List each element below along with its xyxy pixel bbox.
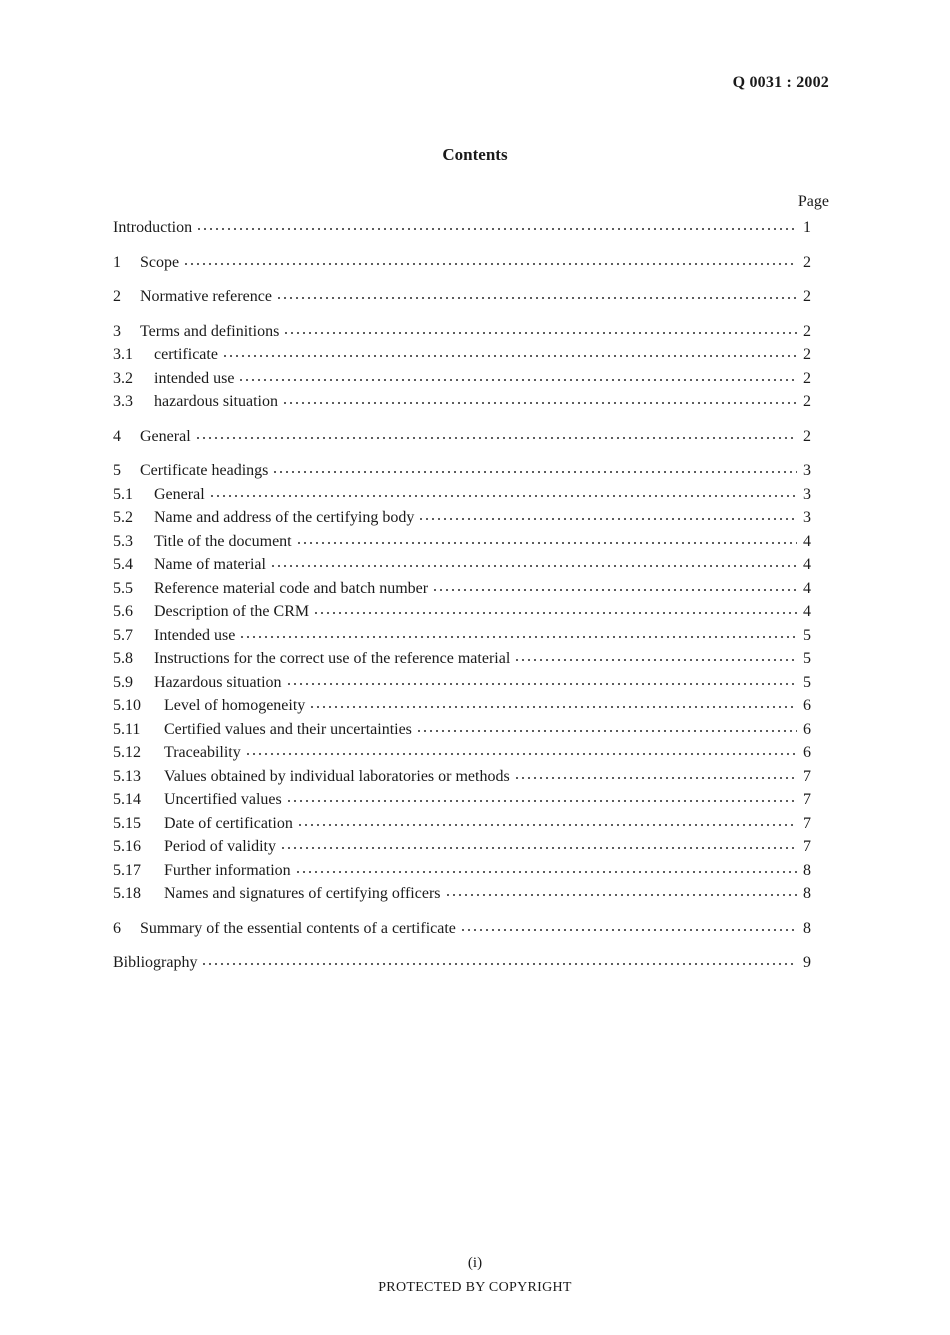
toc-entry-page: 3 <box>803 509 811 526</box>
toc-entry-page: 5 <box>803 650 811 667</box>
toc-entry-5-7[interactable] <box>113 627 811 651</box>
toc-entry-page: 6 <box>803 697 811 714</box>
toc-entry-number: 5.11 <box>113 720 141 738</box>
toc-entry-number: 5.6 <box>113 603 133 620</box>
toc-entry-number: 3.2 <box>113 369 133 387</box>
contents-title: Contents <box>442 145 508 164</box>
dot-leader <box>514 651 797 663</box>
toc-entry-page: 2 <box>803 322 811 340</box>
dot-leader <box>296 534 797 546</box>
toc-entry-page: 1 <box>803 219 811 236</box>
toc-entry-page: 6 <box>803 720 811 738</box>
dot-leader <box>309 698 797 710</box>
dot-leader <box>416 722 797 734</box>
toc-entry-5-11[interactable] <box>113 721 811 745</box>
toc-entry-number: 3.1 <box>113 346 133 363</box>
toc-entry-title: Reference material code and batch number <box>154 579 429 597</box>
toc-entry-number: 5.7 <box>113 626 133 644</box>
toc-entry-5-3[interactable] <box>113 533 811 557</box>
toc-entry-5-15[interactable] <box>113 815 811 839</box>
toc-entry-5-4[interactable] <box>113 556 811 580</box>
dot-leader <box>239 628 797 640</box>
toc-entry-page: 9 <box>803 954 811 971</box>
toc-entry-number: 5.14 <box>113 791 141 808</box>
toc-entry-general[interactable] <box>113 428 811 452</box>
toc-entry-title: Certificate headings <box>140 462 269 479</box>
toc-entry-5-10[interactable] <box>113 697 811 721</box>
toc-entry-page: 4 <box>803 556 811 573</box>
toc-entry-number: 5.1 <box>113 485 133 503</box>
toc-entry-page: 4 <box>803 603 811 620</box>
toc-entry-scope[interactable] <box>113 254 811 278</box>
table-of-contents <box>113 219 811 978</box>
toc-entry-number: 3 <box>113 322 121 340</box>
toc-entry-5-16[interactable] <box>113 838 811 862</box>
toc-entry-title: Name and address of the certifying body <box>154 509 415 526</box>
toc-entry-number: 3.3 <box>113 393 133 410</box>
dot-leader <box>245 745 797 757</box>
toc-entry-title: Values obtained by individual laboratories or methods <box>164 767 510 785</box>
dot-leader <box>418 510 797 522</box>
toc-entry-number: 5 <box>113 462 121 479</box>
toc-entry-introduction[interactable] <box>113 219 811 243</box>
toc-entry-title: Level of homogeneity <box>164 697 306 714</box>
toc-entry-certificate-headings[interactable] <box>113 462 811 486</box>
toc-entry-title: Terms and definitions <box>140 322 280 340</box>
toc-entry-page: 7 <box>803 838 811 855</box>
toc-entry-title: Title of the document <box>154 532 292 550</box>
dot-leader <box>280 839 797 851</box>
toc-entry-page: 7 <box>803 767 811 785</box>
dot-leader <box>282 394 797 406</box>
dot-leader <box>286 675 797 687</box>
document-id: Q 0031 : 2002 <box>732 74 829 91</box>
toc-entry-page: 5 <box>803 673 811 691</box>
toc-entry-page: 3 <box>803 485 811 503</box>
dot-leader <box>195 429 797 441</box>
toc-entry-page: 4 <box>803 532 811 550</box>
toc-entry-number: 4 <box>113 427 121 445</box>
toc-entry-number: 5.4 <box>113 556 133 573</box>
toc-entry-5-5[interactable] <box>113 580 811 604</box>
toc-entry-title: Summary of the essential contents of a certificate <box>140 919 456 937</box>
toc-entry-number: 5.2 <box>113 509 133 526</box>
toc-entry-title: Certified values and their uncertainties <box>164 720 412 738</box>
dot-leader <box>460 921 797 933</box>
copyright-notice: PROTECTED BY COPYRIGHT <box>378 1280 572 1295</box>
toc-entry-title: Names and signatures of certifying officers <box>164 885 441 902</box>
toc-entry-title: Date of certification <box>164 814 293 832</box>
dot-leader <box>286 792 797 804</box>
toc-entry-5-9[interactable] <box>113 674 811 698</box>
toc-entry-3-1[interactable] <box>113 346 811 370</box>
toc-entry-normative-reference[interactable] <box>113 288 811 312</box>
toc-entry-title: Bibliography <box>113 954 198 971</box>
dot-leader <box>283 324 797 336</box>
toc-entry-number: 5.3 <box>113 532 133 550</box>
toc-entry-number: 5.17 <box>113 861 141 879</box>
toc-entry-5-13[interactable] <box>113 768 811 792</box>
toc-entry-page: 4 <box>803 579 811 597</box>
toc-entry-page: 6 <box>803 744 811 761</box>
toc-entry-number: 5.8 <box>113 650 133 667</box>
toc-entry-number: 1 <box>113 253 121 271</box>
toc-entry-page: 2 <box>803 288 811 305</box>
toc-entry-title: Uncertified values <box>164 791 282 808</box>
dot-leader <box>432 581 797 593</box>
toc-entry-title: Period of validity <box>164 838 276 855</box>
dot-leader <box>514 769 797 781</box>
toc-entry-number: 5.9 <box>113 673 133 691</box>
dot-leader <box>209 487 797 499</box>
dot-leader <box>196 220 797 232</box>
dot-leader <box>297 816 797 828</box>
dot-leader <box>270 557 797 569</box>
toc-entry-title: Scope <box>140 253 180 271</box>
toc-entry-5-6[interactable] <box>113 603 811 627</box>
toc-entry-title: Hazardous situation <box>154 673 282 691</box>
toc-entry-page: 2 <box>803 393 811 410</box>
toc-entry-title: Traceability <box>164 744 241 761</box>
toc-entry-bibliography[interactable] <box>113 954 811 978</box>
toc-entry-page: 2 <box>803 369 811 387</box>
toc-entry-page: 2 <box>803 427 811 445</box>
toc-entry-5-2[interactable] <box>113 509 811 533</box>
toc-entry-title: Further information <box>164 861 291 879</box>
toc-entry-5-8[interactable] <box>113 650 811 674</box>
toc-entry-5-12[interactable] <box>113 744 811 768</box>
toc-entry-number: 5.12 <box>113 744 141 761</box>
toc-entry-title: Description of the CRM <box>154 603 310 620</box>
toc-entry-page: 3 <box>803 462 811 479</box>
dot-leader <box>238 371 797 383</box>
toc-entry-page: 2 <box>803 253 811 271</box>
toc-entry-5-14[interactable] <box>113 791 811 815</box>
toc-entry-number: 5.10 <box>113 697 141 714</box>
dot-leader <box>276 289 797 301</box>
toc-entry-title: Instructions for the correct use of the reference material <box>154 650 511 667</box>
toc-entry-number: 5.16 <box>113 838 141 855</box>
page-column-label: Page <box>797 193 829 210</box>
toc-entry-number: 5.5 <box>113 579 133 597</box>
toc-entry-page: 7 <box>803 814 811 832</box>
toc-entry-title: Intended use <box>154 626 236 644</box>
toc-entry-page: 8 <box>803 861 811 879</box>
toc-entry-number: 5.15 <box>113 814 141 832</box>
toc-entry-title: General <box>154 485 205 503</box>
toc-entry-title: Normative reference <box>140 288 272 305</box>
toc-entry-number: 5.13 <box>113 767 141 785</box>
dot-leader <box>313 604 797 616</box>
footer-page-number: (i) <box>467 1255 483 1271</box>
dot-leader <box>445 886 798 898</box>
toc-entry-page: 8 <box>803 885 811 902</box>
toc-entry-number: 2 <box>113 288 121 305</box>
dot-leader <box>201 955 797 967</box>
dot-leader <box>272 463 797 475</box>
toc-entry-number: 6 <box>113 919 121 937</box>
toc-entry-title: intended use <box>154 369 235 387</box>
toc-entry-3-3[interactable] <box>113 393 811 417</box>
toc-entry-terms-and-definitions[interactable] <box>113 323 811 347</box>
dot-leader <box>183 255 797 267</box>
dot-leader <box>222 347 797 359</box>
toc-entry-page: 5 <box>803 626 811 644</box>
toc-entry-number: 5.18 <box>113 885 141 902</box>
toc-entry-5-18[interactable] <box>113 885 811 909</box>
toc-entry-page: 7 <box>803 791 811 808</box>
dot-leader <box>295 863 797 875</box>
toc-entry-page: 2 <box>803 346 811 363</box>
toc-entry-title: Introduction <box>113 219 193 236</box>
toc-entry-title: certificate <box>154 346 218 363</box>
toc-entry-title: General <box>140 427 191 445</box>
toc-entry-page: 8 <box>803 919 811 937</box>
toc-entry-5-1[interactable] <box>113 486 811 510</box>
toc-entry-title: hazardous situation <box>154 393 278 410</box>
toc-entry-summary[interactable] <box>113 920 811 944</box>
toc-entry-3-2[interactable] <box>113 370 811 394</box>
toc-entry-5-17[interactable] <box>113 862 811 886</box>
toc-entry-title: Name of material <box>154 556 266 573</box>
